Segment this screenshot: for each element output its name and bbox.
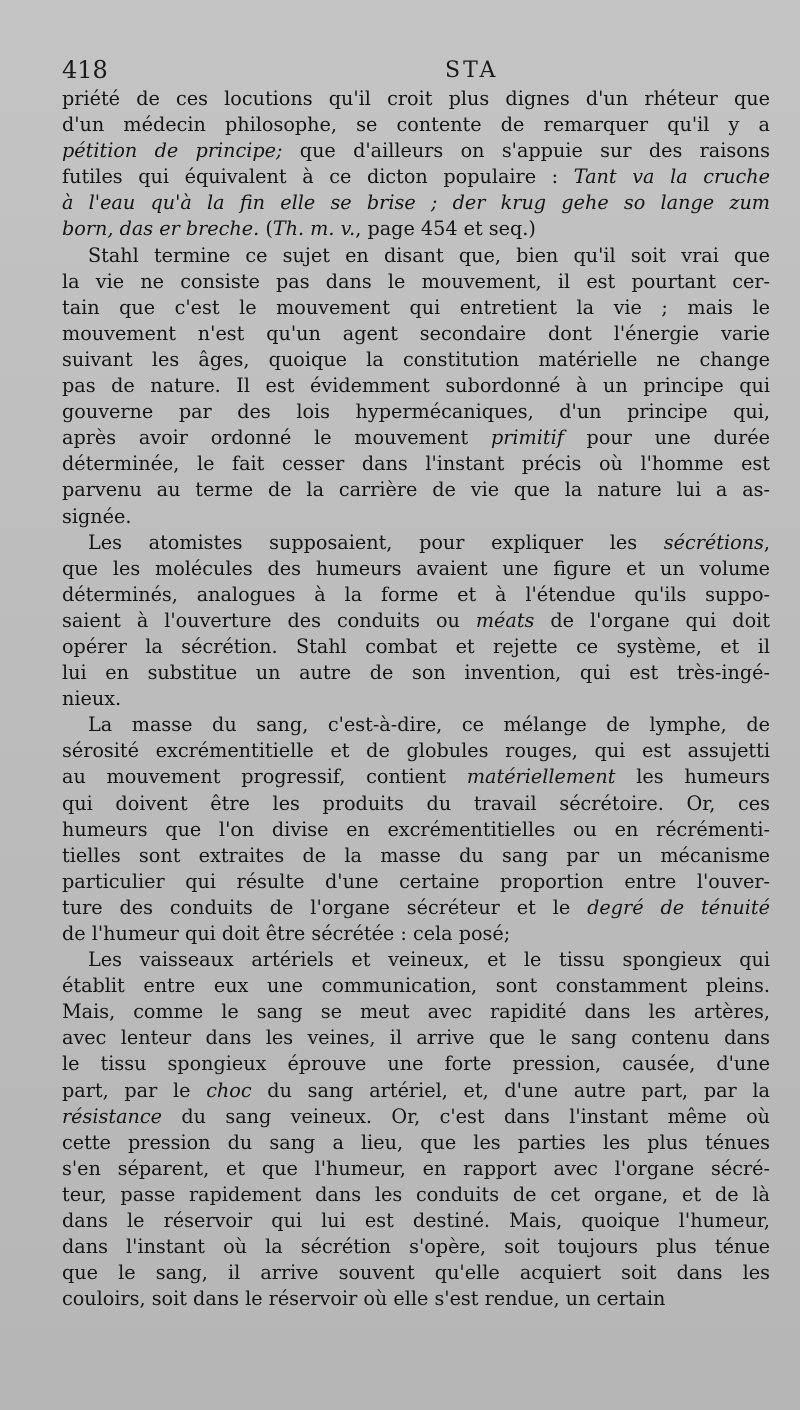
text-line [62,1156,770,1182]
text-line [62,686,770,712]
text-line [62,738,770,764]
text-line [62,1025,770,1051]
text-run: cette pression du sang a lieu, que les parties les plus ténues [62,1130,770,1154]
text-line [62,973,770,999]
text-line [62,504,770,530]
text-run: opérer la sécrétion. Stahl combat et rejette ce système, et il [62,634,770,658]
text-line [62,947,770,973]
text-line [62,347,770,373]
text-run: avec lenteur dans les veines, il arrive que le sang contenu dans [62,1026,770,1050]
text-run: couloirs, soit dans le réservoir où elle s'est rendue, un certain [62,1287,666,1311]
page-header [62,56,772,90]
text-run: dans l'instant où la sécrétion s'opère, soit toujours plus ténue [62,1235,770,1259]
text-line [62,1051,770,1077]
text-run: au mouvement progressif, contient [62,765,467,789]
text-line [62,608,770,634]
italic-text-run: born, das er breche. [62,217,260,241]
text-line [62,817,770,843]
text-run: , [763,530,770,554]
text-run: Les vaisseaux artériels et veineux, et le tissu spongieux qui [88,948,770,972]
text-run: signée. [62,504,132,528]
text-line [62,216,770,242]
text-line [62,1078,770,1104]
text-run: tain que c'est le mouvement qui entretient la vie ; mais le [62,295,770,319]
italic-text-run: Tant va la cruche [573,165,770,189]
text-line [62,660,770,686]
text-run: ture des conduits de l'organe sécréteur et le [62,895,588,919]
text-line [62,1286,770,1312]
paragraph [62,86,770,243]
text-run: que les molécules des humeurs avaient une figure et un volume [62,556,770,580]
text-line [62,530,770,556]
text-line [62,556,770,582]
text-run: du sang artériel, et, d'une autre part, par la [251,1078,770,1102]
text-run: après avoir ordonné le mouvement [62,426,491,450]
text-run: dans le réservoir qui lui est destiné. Mais, quoique l'humeur, [62,1209,770,1233]
text-run: saient à l'ouverture des conduits ou [62,608,476,632]
text-run: déterminée, le fait cesser dans l'instant précis où l'homme est [62,452,770,476]
text-run: particulier qui résulte d'une certaine proportion entre l'ouver- [62,869,770,893]
text-run: gouverne par des lois hypermécaniques, d'un principe qui, [62,400,770,424]
text-line [62,1234,770,1260]
text-line [62,791,770,817]
text-run: lui en substitue un autre de son invention, qui est très-ingé- [62,661,770,685]
text-run: les humeurs [615,765,770,789]
italic-text-run: choc [206,1078,252,1102]
text-line [62,373,770,399]
text-run: ( [259,217,273,241]
italic-text-run: pétition de principe; [62,139,283,163]
text-line [62,138,770,164]
italic-text-run: méats [475,608,535,632]
text-line [62,243,770,269]
text-run: La masse du sang, c'est-à-dire, ce mélange de lymphe, de [88,713,770,737]
text-line [62,321,770,347]
paragraph [62,712,770,947]
text-run: mouvement n'est qu'un agent secondaire dont l'énergie varie [62,321,770,345]
text-run: la vie ne consiste pas dans le mouvement, il est pourtant cer- [62,269,770,293]
paragraph [62,243,770,530]
text-run: que d'ailleurs on s'appuie sur des raisons [282,139,770,163]
text-run: tielles sont extraites de la masse du sang par un mécanisme [62,843,770,867]
text-line [62,1182,770,1208]
text-run: déterminés, analogues à la forme et à l'étendue qu'ils suppo- [62,582,770,606]
text-line [62,582,770,608]
text-line [62,425,770,451]
body-text [62,86,770,1312]
text-run: part, par le [62,1078,207,1102]
text-run: priété de ces locutions qu'il croit plus dignes d'un rhéteur que [62,87,770,110]
text-run: établit entre eux une communication, sont constamment pleins. [62,974,770,998]
text-line [62,1104,770,1130]
text-run: qui doivent être les produits du travail sécrétoire. Or, ces [62,791,770,815]
page-number: 418 [62,56,108,84]
text-line [62,764,770,790]
text-run: Les atomistes supposaient, pour expliquer les [88,530,664,554]
text-line [62,295,770,321]
text-line [62,843,770,869]
text-line [62,399,770,425]
text-run: s'en séparent, et que l'humeur, en rapport avec l'organe sécré- [62,1156,770,1180]
text-run: de l'organe qui doit [534,608,770,632]
italic-text-run: à l'eau qu'à la fin elle se brise ; der krug gehe so lange zum [62,191,770,215]
text-line [62,999,770,1025]
text-run: futiles qui équivalent à ce dicton populaire : [62,165,574,189]
text-line [62,1130,770,1156]
text-run: d'un médecin philosophe, se contente de remarquer qu'il y a [62,113,770,137]
text-run: pas de nature. Il est évidemment subordonné à un principe qui [62,374,770,398]
text-line [62,269,770,295]
italic-text-run: Th. m. v. [272,217,356,241]
text-run: de l'humeur qui doit être sécrétée : cela posé; [62,922,511,945]
text-run: le tissu spongieux éprouve une forte pression, causée, d'une [62,1052,770,1076]
italic-text-run: sécrétions [663,530,764,554]
italic-text-run: résistance [62,1104,162,1128]
text-line [62,869,770,895]
text-run: nieux. [62,687,122,711]
text-line [62,112,770,138]
text-run: Mais, comme le sang se meut avec rapidité dans les artères, [62,1000,770,1024]
text-line [62,712,770,738]
text-run: Stahl termine ce sujet en disant que, bien qu'il soit vrai que [88,243,770,267]
text-line [62,1208,770,1234]
italic-text-run: matériellement [466,765,616,789]
text-run: suivant les âges, quoique la constitution matérielle ne change [62,347,770,371]
text-line [62,895,770,921]
text-line [62,634,770,660]
paragraph [62,530,770,713]
italic-text-run: primitif [490,426,564,450]
text-run: teur, passe rapidement dans les conduits de cet organe, et de là [62,1182,770,1206]
paragraph [62,947,770,1312]
text-line [62,1260,770,1286]
text-run: humeurs que l'on divise en excrémentitielles ou en récrémenti- [62,817,770,841]
text-run: pour une durée [563,426,770,450]
text-line [62,477,770,503]
text-line [62,190,770,216]
text-line [62,451,770,477]
running-head: STA [445,58,499,83]
text-run: , page 454 et seq.) [355,217,536,241]
text-line [62,86,770,112]
text-run: parvenu au terme de la carrière de vie que la nature lui a as- [62,478,770,502]
text-line [62,164,770,190]
text-run: du sang veineux. Or, c'est dans l'instant même où [161,1104,770,1128]
text-run: que le sang, il arrive souvent qu'elle acquiert soit dans les [62,1261,770,1285]
text-run: sérosité excrémentitielle et de globules rouges, qui est assujetti [62,739,770,763]
italic-text-run: degré de ténuité [587,895,770,919]
text-line [62,921,770,947]
